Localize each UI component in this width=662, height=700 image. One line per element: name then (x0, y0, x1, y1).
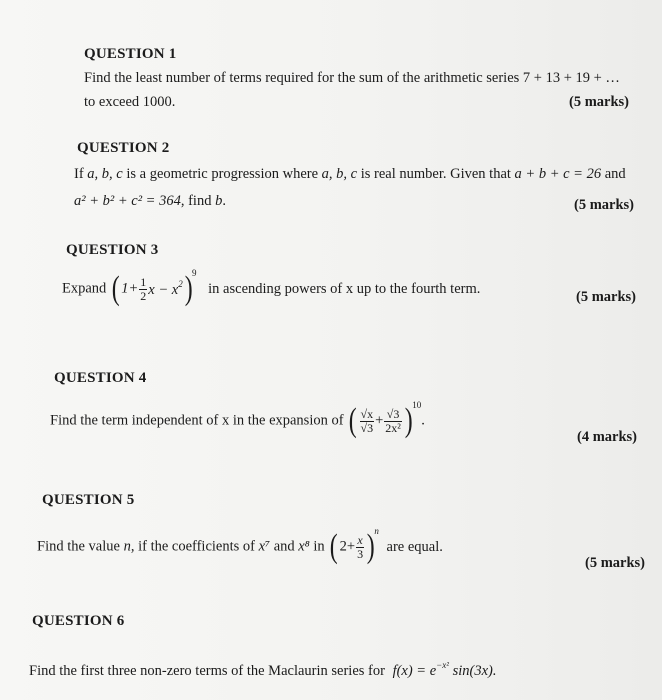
exponent: 9 (192, 268, 197, 278)
question-6-line: Find the first three non-zero terms of the Maclaurin series for $f(x) = e^{-x^2}$ sin(3x). (29, 660, 497, 679)
question-2-line2: a² + b² + c² = 364, find b. (74, 193, 226, 209)
fraction-half: $\frac{1}{2}$ (140, 274, 147, 303)
question-1-line2: to exceed 1000. (84, 94, 176, 110)
question-4-marks: (4 marks) (577, 429, 638, 445)
question-1-line1: Find the least number of terms required for the sum of the arithmetic series 7 + 13 + 19 + … (84, 70, 620, 86)
question-4-title: QUESTION 4 (54, 370, 147, 386)
question-5-title: QUESTION 5 (42, 492, 135, 508)
question-1-title: QUESTION 1 (84, 46, 177, 62)
right-paren: ) (184, 270, 193, 307)
right-paren: ) (366, 528, 375, 565)
question-3-marks: (5 marks) (576, 289, 637, 305)
right-paren: ) (404, 402, 413, 439)
exponent: 10 (412, 400, 422, 410)
question-1-marks: (5 marks) (569, 94, 630, 110)
left-paren: ( (330, 528, 338, 565)
fraction-1: $\frac{√x}{√3}$ (360, 406, 374, 435)
question-4-line: Find the term independent of x in the expansion of ( $\frac{√x}{√3}$ + $\frac{√3}{\text{2x²}}$ )10. (50, 400, 425, 439)
question-2-marks: (5 marks) (574, 197, 635, 213)
question-3-title: QUESTION 3 (66, 242, 159, 258)
fraction-x-third: $\frac{x}{3}$ (357, 532, 364, 561)
maclaurin-function: $f(x) = e^{-x^2}$ sin(3x). (392, 660, 497, 679)
question-6-title: QUESTION 6 (32, 613, 125, 629)
question-3-line: Expand ( 1+ $\frac{1}{2}$ $x - x^2)9$ in ascending powers of x up to the fourth term. (62, 268, 481, 307)
question-5-marks: (5 marks) (585, 555, 646, 571)
left-paren: ( (348, 402, 357, 439)
question-2-line1: If a, b, c is a geometric progression where a, b, c is real number. Given that a + b + c = 26 and (74, 166, 626, 182)
exponent: n (374, 526, 379, 536)
question-2-title: QUESTION 2 (77, 140, 170, 156)
fraction-2: $\frac{√3}{\text{2x²}}$ (385, 406, 401, 435)
equation-sum: a + b + c = 26 (514, 166, 602, 182)
equation-squares: a² + b² + c² = 364 (74, 193, 181, 209)
question-5-line: Find the value n, if the coefficients of x⁷ and x⁸ in ( 2+ $\frac{x}{3}$ )n are equal. (37, 526, 443, 565)
left-paren: ( (111, 270, 120, 307)
